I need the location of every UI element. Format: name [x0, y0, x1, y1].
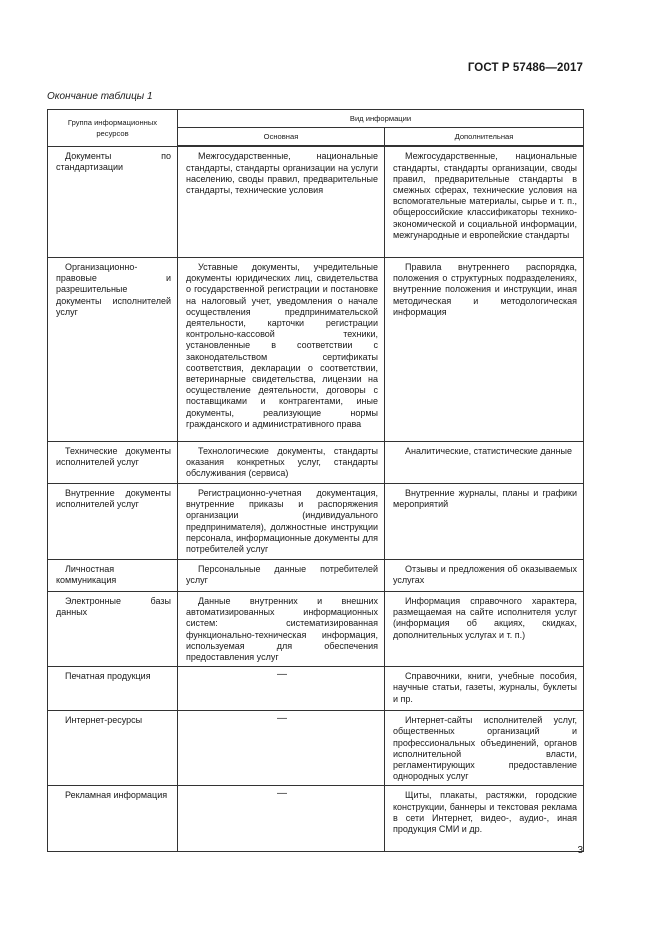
main-info-cell: —	[178, 667, 385, 711]
main-info-cell: Персональные данные потребителей услуг	[178, 559, 385, 591]
extra-info-cell: Правила внутреннего распорядка, положения о структурных подразделениях, внутренние положения и инструкции, иная методическая и методологическая информация	[385, 257, 584, 441]
group-cell: Внутренние документы исполнителей услуг	[48, 483, 178, 559]
table-row	[48, 591, 584, 666]
table-row	[48, 441, 584, 483]
table-row	[48, 483, 584, 559]
group-cell: Интернет-ресурсы	[48, 711, 178, 786]
table-row	[48, 711, 584, 786]
group-cell: Рекламная информация	[48, 786, 178, 852]
table-row	[48, 257, 584, 441]
group-cell: Технические документы исполнителей услуг	[48, 441, 178, 483]
table-row	[48, 559, 584, 591]
extra-info-cell: Аналитические, статистические данные	[385, 441, 584, 483]
table-row	[48, 786, 584, 852]
main-info-cell: Данные внутренних и внешних автоматизированных информационных систем: систематизированная функционально-техническая информация, используемая для обеспечения предоставления услуг	[178, 591, 385, 666]
table-row	[48, 667, 584, 711]
group-cell: Электронные базы данных	[48, 591, 178, 666]
table-row	[48, 146, 584, 257]
main-info-cell: —	[178, 786, 385, 852]
extra-info-cell: Щиты, плакаты, растяжки, городские конструкции, баннеры и текстовая реклама в сети Интернет, видео-, аудио-, иная продукция СМИ и др.	[385, 786, 584, 852]
header-main: Основная	[178, 128, 385, 147]
document-standard-number: ГОСТ Р 57486—2017	[467, 62, 583, 74]
main-info-cell: —	[178, 711, 385, 786]
extra-info-cell: Внутренние журналы, планы и графики мероприятий	[385, 483, 584, 559]
extra-info-cell: Справочники, книги, учебные пособия, научные статьи, газеты, журналы, буклеты и пр.	[385, 667, 584, 711]
main-info-cell: Уставные документы, учредительные документы юридических лиц, свидетельства о государственной регистрации и постановке на налоговый учет, уведомления о начале осуществления предпринимательской деятельности, карточки регистрации контрольно-кассовой техники, установленные в соответствии с законодательством сертификаты соответствия, декларации о соответствии, ветеринарные свидетельства, лицензии на осуществление деятельности, договоры с поставщиками и контрагентами, иные документы, реализующие нормы гражданского и административного права	[178, 257, 385, 441]
extra-info-cell: Интернет-сайты исполнителей услуг, общественных организаций и профессиональных объединений, органов исполнительной власти, регламентирующих предоставление однородных услуг	[385, 711, 584, 786]
group-cell: Организационно-правовые и разрешительные документы исполнителей услуг	[48, 257, 178, 441]
header-info-type: Вид информации	[178, 110, 584, 128]
header-group: Группа информационных ресурсов	[48, 110, 178, 147]
extra-info-cell: Отзывы и предложения об оказываемых услугах	[385, 559, 584, 591]
information-resources-table	[47, 109, 584, 852]
main-info-cell: Технологические документы, стандарты оказания конкретных услуг, стандарты обслуживания (сервиса)	[178, 441, 385, 483]
main-info-cell: Межгосударственные, национальные стандарты, стандарты организации на услуги населению, своды правил, предварительные стандарты, технические условия	[178, 146, 385, 257]
group-cell: Печатная продукция	[48, 667, 178, 711]
extra-info-cell: Информация справочного характера, размещаемая на сайте исполнителя услуг (информация об акциях, скидках, дополнительных услугах и т. п.)	[385, 591, 584, 666]
table-caption: Окончание таблицы 1	[47, 91, 153, 102]
main-info-cell: Регистрационно-учетная документация, внутренние приказы и распоряжения организации (индивидуального предпринимателя), должностные инструкции персонала, информационные документы для потребителей услуг	[178, 483, 385, 559]
extra-info-cell: Межгосударственные, национальные стандарты, стандарты организации, своды правил, предварительные стандарты в смежных сферах, технические условия на вспомогательные материалы, сырье и т. п., общероссийские классификаторы технико-экономической и социальной информации, межгународные и европейские стандарты	[385, 146, 584, 257]
group-cell: Документы по стандартизации	[48, 146, 178, 257]
header-extra: Дополнительная	[385, 128, 584, 147]
group-cell: Личностная коммуникация	[48, 559, 178, 591]
page-number: 3	[577, 845, 583, 856]
